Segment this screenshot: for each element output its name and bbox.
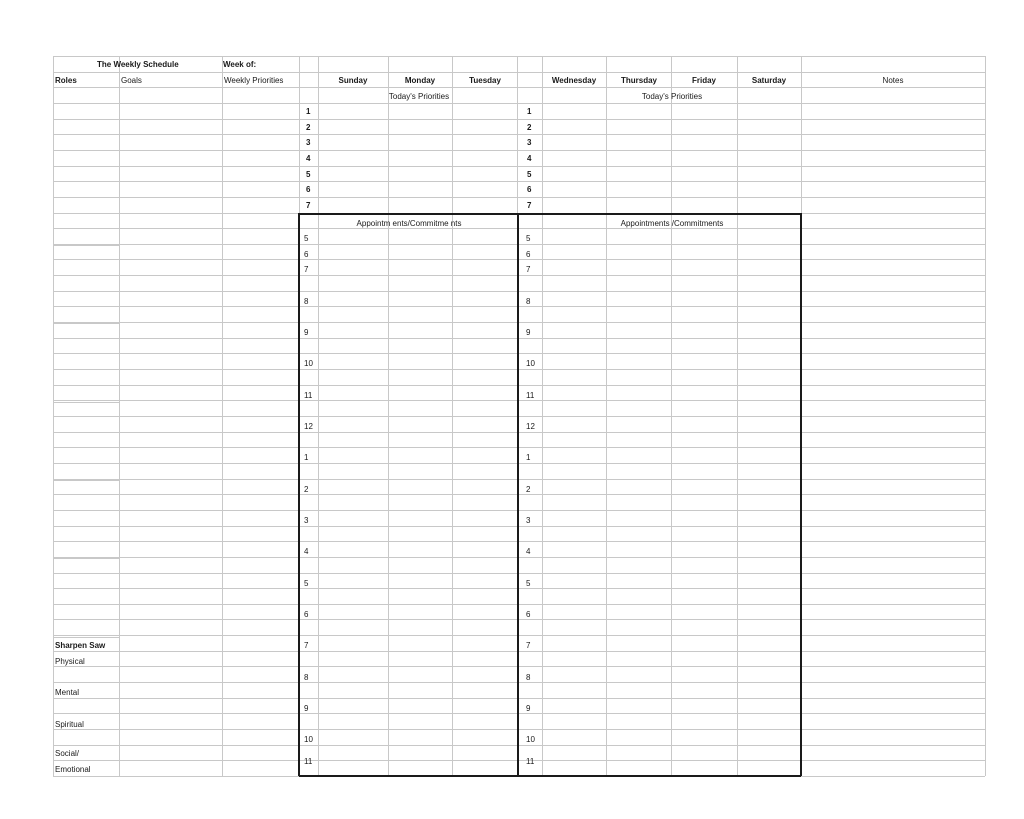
hour-label-left: 5 <box>304 234 309 243</box>
grid-line <box>53 447 985 448</box>
hour-label-right: 10 <box>526 735 535 744</box>
grid-line <box>53 558 119 559</box>
grid-line <box>388 56 389 776</box>
hour-label-left: 8 <box>304 673 309 682</box>
grid-line <box>53 56 985 57</box>
grid-line <box>53 760 985 761</box>
appointments-box-border <box>299 213 801 215</box>
appointments-left-heading: Appointm ents/Commitme nts <box>356 219 462 228</box>
hour-label-left: 7 <box>304 641 309 650</box>
priority-number-left: 2 <box>306 123 311 132</box>
grid-line <box>53 338 985 339</box>
todays-priorities-left: Today's Priorities <box>388 92 450 101</box>
grid-line <box>53 402 119 403</box>
grid-line <box>53 306 985 307</box>
grid-line <box>53 651 985 652</box>
grid-line <box>53 637 119 638</box>
hour-label-left: 11 <box>304 391 313 400</box>
hour-label-right: 2 <box>526 485 531 494</box>
appointments-box-border <box>800 213 802 776</box>
hour-label-left: 6 <box>304 610 309 619</box>
hour-label-left: 4 <box>304 547 309 556</box>
day-header-tuesday: Tuesday <box>469 76 501 85</box>
grid-line <box>53 197 985 198</box>
grid-line <box>606 56 607 776</box>
grid-line <box>53 166 985 167</box>
grid-line <box>318 56 319 776</box>
grid-line <box>53 244 985 245</box>
hour-label-left: 11 <box>304 757 313 766</box>
hour-label-right: 7 <box>526 641 531 650</box>
grid-line <box>53 291 985 292</box>
grid-line <box>53 480 119 481</box>
grid-line <box>53 713 985 714</box>
day-header-friday: Friday <box>691 76 717 85</box>
mental-label: Mental <box>55 688 80 697</box>
priority-number-right: 6 <box>527 185 532 194</box>
grid-line <box>53 87 985 88</box>
hour-label-left: 9 <box>304 704 309 713</box>
hour-label-left: 7 <box>304 265 309 274</box>
hour-label-right: 5 <box>526 579 531 588</box>
grid-line <box>53 369 985 370</box>
grid-line <box>53 181 985 182</box>
sheet-title: The Weekly Schedule <box>97 60 179 69</box>
hour-label-left: 6 <box>304 250 309 259</box>
priority-number-left: 7 <box>306 201 311 210</box>
appointments-right-heading: Appointments /Commitments <box>620 219 724 228</box>
week-of-label: Week of: <box>223 60 257 69</box>
grid-line <box>452 56 453 776</box>
priority-number-right: 1 <box>527 107 532 116</box>
priority-number-right: 3 <box>527 138 532 147</box>
hour-label-left: 12 <box>304 422 313 431</box>
grid-line <box>53 245 119 246</box>
grid-line <box>53 729 985 730</box>
grid-line <box>53 463 985 464</box>
hour-label-right: 3 <box>526 516 531 525</box>
grid-line <box>53 400 985 401</box>
appointments-box-border <box>298 213 300 776</box>
grid-line <box>53 134 985 135</box>
hour-label-right: 8 <box>526 673 531 682</box>
appointments-box-border <box>517 213 519 776</box>
hour-label-right: 4 <box>526 547 531 556</box>
grid-line <box>53 72 985 73</box>
grid-line <box>53 635 985 636</box>
grid-line <box>53 150 985 151</box>
grid-line <box>222 56 223 776</box>
grid-line <box>53 698 985 699</box>
grid-line <box>53 526 985 527</box>
grid-line <box>671 56 672 776</box>
social-label: Social/ <box>55 749 80 758</box>
priority-number-right: 2 <box>527 123 532 132</box>
grid-line <box>985 56 986 776</box>
appointments-box-border <box>299 775 801 777</box>
hour-label-right: 5 <box>526 234 531 243</box>
grid-line <box>53 353 985 354</box>
grid-line <box>53 385 985 386</box>
day-header-saturday: Saturday <box>751 76 787 85</box>
priority-number-right: 5 <box>527 170 532 179</box>
grid-line <box>53 322 985 323</box>
hour-label-right: 1 <box>526 453 531 462</box>
grid-line <box>53 588 985 589</box>
priority-number-left: 6 <box>306 185 311 194</box>
hour-label-left: 10 <box>304 359 313 368</box>
hour-label-right: 8 <box>526 297 531 306</box>
hour-label-right: 9 <box>526 328 531 337</box>
hour-label-right: 10 <box>526 359 535 368</box>
grid-line <box>53 166 119 167</box>
hour-label-right: 7 <box>526 265 531 274</box>
day-header-sunday: Sunday <box>338 76 368 85</box>
grid-line <box>53 494 985 495</box>
grid-line <box>53 604 985 605</box>
hour-label-right: 6 <box>526 610 531 619</box>
hour-label-right: 11 <box>526 757 535 766</box>
hour-label-left: 3 <box>304 516 309 525</box>
hour-label-right: 11 <box>526 391 535 400</box>
grid-line <box>53 432 985 433</box>
grid-line <box>53 745 985 746</box>
hour-label-left: 2 <box>304 485 309 494</box>
grid-line <box>53 416 985 417</box>
day-header-monday: Monday <box>404 76 436 85</box>
grid-line <box>542 56 543 776</box>
spiritual-label: Spiritual <box>55 720 84 729</box>
roles-header: Roles <box>55 76 77 85</box>
grid-line <box>53 119 985 120</box>
grid-line <box>53 228 985 229</box>
grid-line <box>53 323 119 324</box>
grid-line <box>53 103 985 104</box>
grid-line <box>53 666 985 667</box>
grid-line <box>53 510 985 511</box>
todays-priorities-right: Today's Priorities <box>641 92 703 101</box>
hour-label-left: 9 <box>304 328 309 337</box>
hour-label-right: 12 <box>526 422 535 431</box>
sharpen-saw-label: Sharpen Saw <box>55 641 106 650</box>
hour-label-left: 1 <box>304 453 309 462</box>
goals-header: Goals <box>121 76 142 85</box>
priority-number-left: 3 <box>306 138 311 147</box>
grid-line <box>53 619 985 620</box>
notes-header: Notes <box>882 76 904 85</box>
day-header-thursday: Thursday <box>620 76 658 85</box>
grid-line <box>53 56 54 776</box>
grid-line <box>53 682 985 683</box>
grid-line <box>53 541 985 542</box>
weekly-priorities-header: Weekly Priorities <box>224 76 284 85</box>
grid-line <box>53 557 985 558</box>
grid-line <box>53 275 985 276</box>
day-header-wednesday: Wednesday <box>551 76 597 85</box>
grid-line <box>119 56 120 776</box>
grid-line <box>53 259 985 260</box>
hour-label-right: 9 <box>526 704 531 713</box>
grid-line <box>53 479 985 480</box>
hour-label-right: 6 <box>526 250 531 259</box>
grid-line <box>53 573 985 574</box>
emotional-label: Emotional <box>55 765 91 774</box>
priority-number-right: 7 <box>527 201 532 210</box>
hour-label-left: 10 <box>304 735 313 744</box>
physical-label: Physical <box>55 657 85 666</box>
hour-label-left: 5 <box>304 579 309 588</box>
priority-number-left: 1 <box>306 107 311 116</box>
priority-number-left: 4 <box>306 154 311 163</box>
priority-number-right: 4 <box>527 154 532 163</box>
hour-label-left: 8 <box>304 297 309 306</box>
grid-line <box>737 56 738 776</box>
priority-number-left: 5 <box>306 170 311 179</box>
